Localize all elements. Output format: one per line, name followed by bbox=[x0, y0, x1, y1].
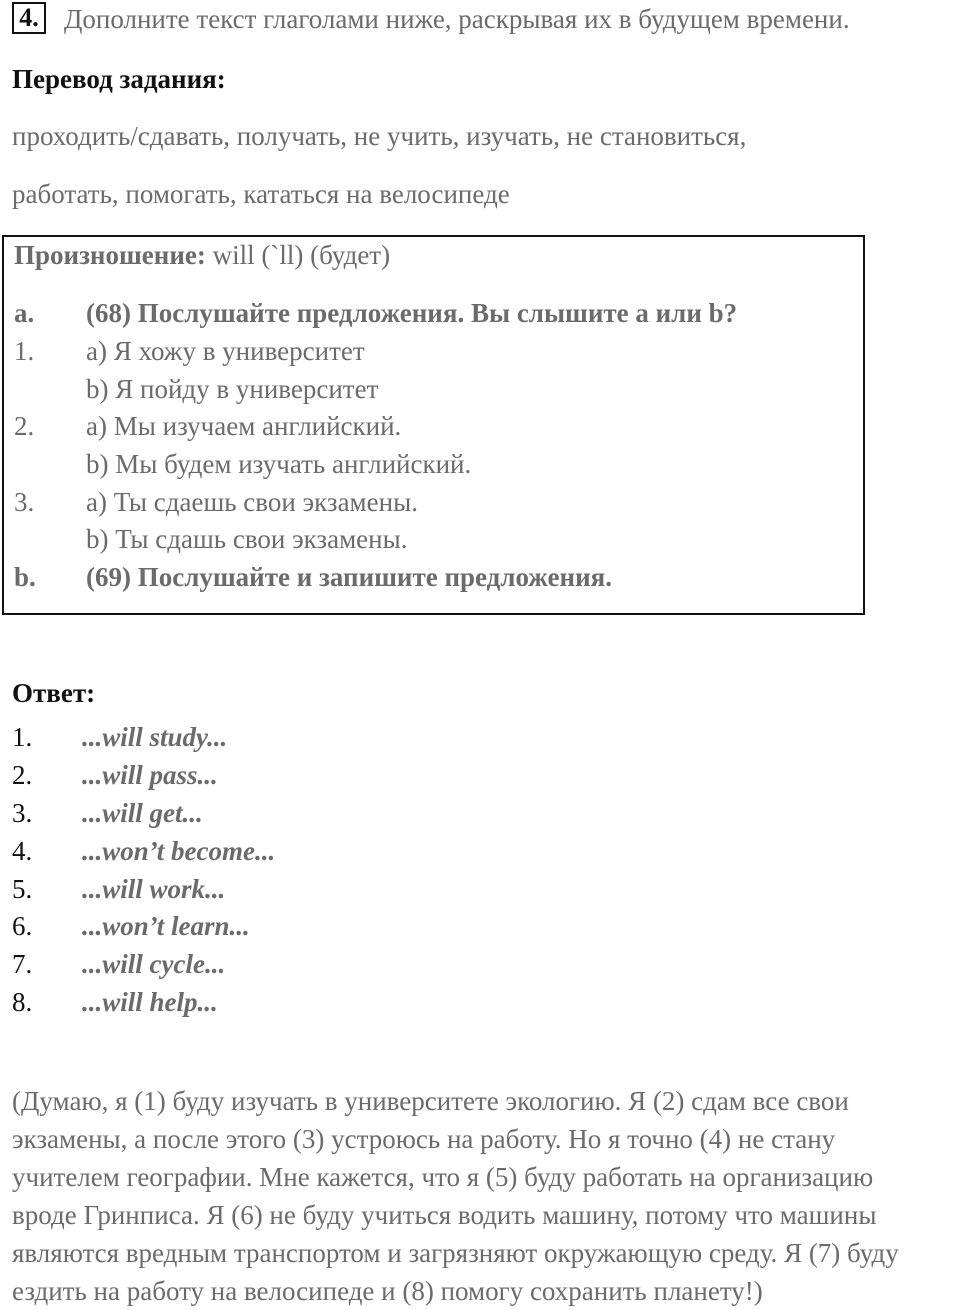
item-2a-text: a) Мы изучаем английский. bbox=[86, 411, 402, 441]
paragraph-line: являются вредным транспортом и загрязняют окружающую среду. Я (7) буду bbox=[12, 1238, 899, 1268]
translation-paragraph bbox=[12, 1082, 960, 1310]
answer-number: 4. bbox=[12, 836, 33, 866]
answer-text: ...will cycle... bbox=[82, 949, 226, 979]
answer-item bbox=[0, 836, 400, 872]
answer-number: 2. bbox=[12, 760, 33, 790]
section-b bbox=[4, 559, 864, 595]
task-number: 4. bbox=[12, 2, 46, 34]
item-1a-text: a) Я хожу в университет bbox=[86, 336, 365, 366]
item-3b bbox=[4, 521, 864, 557]
item-3a-text: a) Ты сдаешь свои экзамены. bbox=[86, 487, 418, 517]
pronunciation-label: Произношение: bbox=[14, 240, 206, 270]
item-3a bbox=[4, 484, 864, 520]
paragraph-line: вроде Гринписа. Я (6) не буду учиться водить машину, потому что машины bbox=[12, 1200, 877, 1230]
answer-number: 7. bbox=[12, 949, 33, 979]
answer-text: ...won’t learn... bbox=[82, 911, 250, 941]
item-1b bbox=[4, 371, 864, 407]
answer-item bbox=[0, 722, 400, 758]
section-a-text: (68) Послушайте предложения. Вы слышите a или b? bbox=[86, 298, 738, 328]
translation-heading: Перевод задания: bbox=[12, 64, 226, 94]
answer-text: ...will pass... bbox=[82, 760, 218, 790]
pronunciation-text: will (`ll) (будет) bbox=[205, 240, 391, 270]
answer-number: 8. bbox=[12, 987, 33, 1017]
section-a-marker: a. bbox=[14, 298, 35, 328]
answer-number: 5. bbox=[12, 874, 33, 904]
paragraph-line: ездить на работу на велосипеде и (8) помогу сохранить планету!) bbox=[12, 1276, 763, 1306]
translation-line-1: проходить/сдавать, получать, не учить, изучать, не становиться, bbox=[12, 121, 747, 151]
translation-line-2: работать, помогать, кататься на велосипеде bbox=[12, 179, 510, 209]
answer-number: 1. bbox=[12, 722, 33, 752]
section-b-marker: b. bbox=[14, 562, 36, 592]
task-instruction: Дополните текст глаголами ниже, раскрывая их в будущем времени. bbox=[64, 4, 850, 34]
answer-text: ...will help... bbox=[82, 987, 218, 1017]
item-1b-text: b) Я пойду в университет bbox=[86, 374, 379, 404]
answer-text: ...won’t become... bbox=[82, 836, 276, 866]
answer-item bbox=[0, 874, 400, 910]
answer-text: ...will get... bbox=[82, 798, 203, 828]
item-1a bbox=[4, 333, 864, 369]
item-3-number: 3. bbox=[14, 487, 35, 517]
answer-item bbox=[0, 987, 400, 1023]
section-a bbox=[4, 295, 864, 331]
item-2b bbox=[4, 446, 864, 482]
paragraph-line: экзамены, а после этого (3) устроюсь на работу. Но я точно (4) не стану bbox=[12, 1124, 836, 1154]
answer-number: 3. bbox=[12, 798, 33, 828]
answer-item bbox=[0, 911, 400, 947]
paragraph-line: учителем географии. Мне кажется, что я (5) буду работать на организацию bbox=[12, 1162, 874, 1192]
answer-number: 6. bbox=[12, 911, 33, 941]
answer-item bbox=[0, 949, 400, 985]
answer-text: ...will study... bbox=[82, 722, 228, 752]
answer-heading: Ответ: bbox=[12, 678, 96, 708]
pronunciation-box bbox=[2, 235, 865, 615]
answer-text: ...will work... bbox=[82, 874, 226, 904]
section-b-text: (69) Послушайте и запишите предложения. bbox=[86, 562, 612, 592]
answer-item bbox=[0, 760, 400, 796]
paragraph-line: (Думаю, я (1) буду изучать в университете экологию. Я (2) сдам все свои bbox=[12, 1086, 849, 1116]
item-1-number: 1. bbox=[14, 336, 35, 366]
item-2-number: 2. bbox=[14, 411, 35, 441]
item-2b-text: b) Мы будем изучать английский. bbox=[86, 449, 472, 479]
pronunciation-title bbox=[14, 237, 390, 273]
task-header bbox=[12, 2, 850, 36]
answer-item bbox=[0, 798, 400, 834]
item-3b-text: b) Ты сдашь свои экзамены. bbox=[86, 524, 408, 554]
item-2a bbox=[4, 408, 864, 444]
